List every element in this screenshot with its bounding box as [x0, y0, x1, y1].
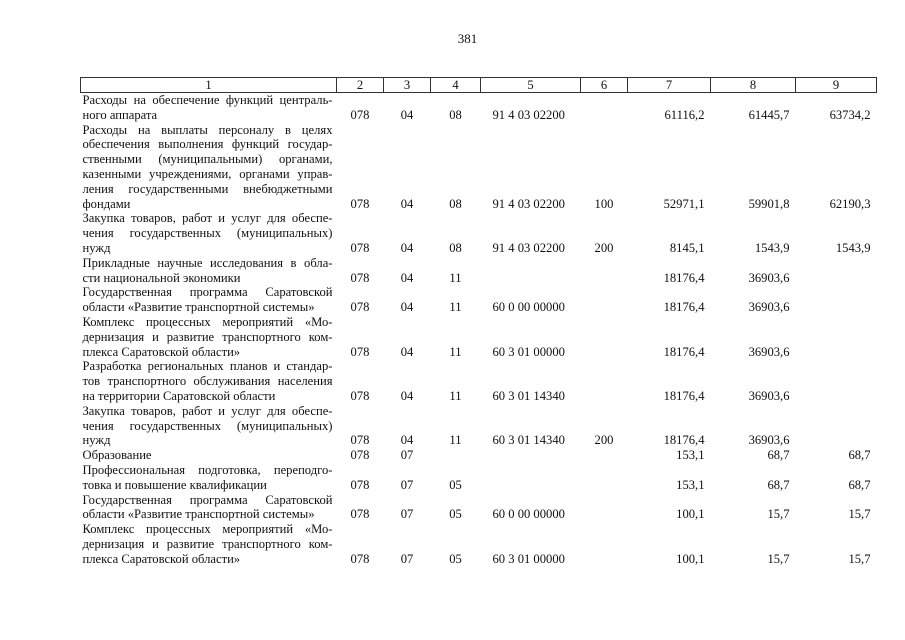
cell-col-5: 60 3 01 14340: [492, 433, 565, 448]
cell-col-9: [796, 285, 877, 315]
cell-col-7: 153,1: [676, 477, 705, 492]
description-line: чения государственных (муниципальных): [82, 226, 333, 241]
table-row: [81, 463, 877, 493]
row-description: [81, 93, 337, 123]
description-line: обеспечения выполнения функций государ-: [82, 137, 333, 152]
cell-col-5: 60 3 01 00000: [492, 344, 565, 359]
description-line: чения государственных (муниципальных): [82, 418, 333, 433]
cell-col-5: 60 0 00 00000: [492, 300, 565, 315]
cell-col-8: 36903,6: [748, 270, 790, 285]
table-header-row: [81, 78, 877, 93]
description-line: Расходы на выплаты персоналу в целях: [82, 122, 333, 137]
cell-col-8: 36903,6: [748, 300, 790, 315]
table-row: [81, 211, 877, 255]
column-header-4: 4: [431, 78, 481, 93]
cell-col-6: [581, 359, 628, 403]
column-header-7: 7: [628, 78, 711, 93]
cell-col-6: 100: [594, 196, 614, 211]
table-row: [81, 493, 877, 523]
cell-col-6: [581, 463, 628, 493]
cell-col-4: [431, 448, 481, 463]
table-row: [81, 256, 877, 286]
column-header-1: 1: [81, 78, 337, 93]
cell-col-9: [796, 315, 877, 359]
budget-table: [80, 77, 877, 567]
cell-col-9: 15,7: [848, 551, 871, 566]
cell-col-2: 078: [350, 551, 370, 566]
description-line: товка и повышение квалификации: [82, 477, 267, 492]
cell-col-9: 1543,9: [835, 240, 871, 255]
column-header-9: 9: [796, 78, 877, 93]
cell-col-3: 07: [400, 551, 414, 566]
cell-col-7: 100,1: [676, 551, 705, 566]
cell-col-6: [581, 285, 628, 315]
column-header-5: 5: [481, 78, 581, 93]
cell-col-4: 08: [449, 107, 462, 122]
description-line: Комплекс процессных мероприятий «Мо-: [82, 522, 333, 537]
table-row: [81, 359, 877, 403]
cell-col-4: 11: [449, 270, 462, 285]
cell-col-4: 11: [449, 344, 462, 359]
cell-col-9: 62190,3: [829, 196, 871, 211]
table-row: [81, 123, 877, 212]
cell-col-7: 100,1: [676, 507, 705, 522]
table-row: [81, 404, 877, 448]
cell-col-8: 61445,7: [748, 107, 790, 122]
description-line: ственными (муниципальными) органами,: [82, 152, 333, 167]
row-description: [81, 404, 337, 448]
cell-col-8: 59901,8: [748, 196, 790, 211]
cell-col-4: 05: [449, 507, 462, 522]
table-row: [81, 285, 877, 315]
cell-col-5: [481, 448, 581, 463]
description-line: нужд: [82, 433, 111, 448]
row-description: [81, 448, 337, 463]
cell-col-3: 04: [400, 433, 414, 448]
description-line: фондами: [82, 196, 131, 211]
cell-col-5: [481, 256, 581, 286]
cell-col-3: 04: [400, 240, 414, 255]
description-line: казенными учреждениями, органами управ-: [82, 166, 333, 181]
cell-col-4: 08: [449, 240, 462, 255]
cell-col-3: 04: [400, 107, 414, 122]
cell-col-4: 08: [449, 196, 462, 211]
cell-col-8: 1543,9: [754, 240, 790, 255]
cell-col-5: [481, 463, 581, 493]
cell-col-6: [581, 315, 628, 359]
cell-col-2: 078: [350, 448, 370, 463]
cell-col-2: 078: [350, 270, 370, 285]
description-line: Разработка региональных планов и стандар-: [82, 359, 333, 374]
cell-col-8: 36903,6: [748, 344, 790, 359]
cell-col-4: 11: [449, 388, 462, 403]
description-line: области «Развитие транспортной системы»: [82, 300, 315, 315]
cell-col-8: 15,7: [767, 507, 790, 522]
cell-col-5: 91 4 03 02200: [492, 240, 565, 255]
description-line: ного аппарата: [82, 107, 158, 122]
cell-col-6: [581, 493, 628, 523]
cell-col-4: 05: [449, 551, 462, 566]
row-description: [81, 522, 337, 566]
cell-col-7: 52971,1: [663, 196, 705, 211]
column-header-3: 3: [384, 78, 431, 93]
cell-col-4: 05: [449, 477, 462, 492]
cell-col-9: 63734,2: [829, 107, 871, 122]
cell-col-9: [796, 404, 877, 448]
cell-col-5: 60 0 00 00000: [492, 507, 565, 522]
description-line: Расходы на обеспечение функций централь-: [82, 93, 333, 107]
cell-col-9: 68,7: [848, 477, 871, 492]
cell-col-2: 078: [350, 196, 370, 211]
cell-col-7: 18176,4: [663, 270, 705, 285]
description-line: Профессиональная подготовка, переподго-: [82, 462, 333, 477]
cell-col-2: 078: [350, 507, 370, 522]
cell-col-2: 078: [350, 388, 370, 403]
cell-col-3: 07: [400, 507, 414, 522]
description-line: Закупка товаров, работ и услуг для обеспе-: [82, 211, 333, 226]
cell-col-2: 078: [350, 344, 370, 359]
description-line: тов транспортного обслуживания населения: [82, 374, 333, 389]
description-line: плекса Саратовской области»: [82, 551, 241, 566]
description-line: Государственная программа Саратовской: [82, 285, 333, 300]
cell-col-7: 61116,2: [664, 107, 705, 122]
row-description: [81, 493, 337, 523]
table-row: [81, 522, 877, 566]
row-description: [81, 463, 337, 493]
row-description: [81, 211, 337, 255]
column-header-8: 8: [711, 78, 796, 93]
description-line: дернизация и развитие транспортного ком-: [82, 536, 333, 551]
row-description: [81, 285, 337, 315]
cell-col-6: [581, 448, 628, 463]
row-description: [81, 315, 337, 359]
table-body: [81, 93, 877, 567]
description-line: нужд: [82, 240, 111, 255]
cell-col-7: 18176,4: [663, 388, 705, 403]
cell-col-5: 91 4 03 02200: [492, 196, 565, 211]
row-description: [81, 256, 337, 286]
description-line: ления государственными внебюджетными: [82, 181, 333, 196]
cell-col-3: 04: [400, 344, 414, 359]
cell-col-3: 04: [400, 388, 414, 403]
cell-col-6: 200: [594, 240, 614, 255]
column-header-2: 2: [337, 78, 384, 93]
cell-col-3: 04: [400, 300, 414, 315]
cell-col-2: 078: [350, 477, 370, 492]
cell-col-8: 68,7: [767, 448, 790, 463]
cell-col-3: 07: [400, 477, 414, 492]
cell-col-8: 36903,6: [748, 433, 790, 448]
cell-col-7: 8145,1: [669, 240, 705, 255]
cell-col-6: [581, 256, 628, 286]
cell-col-6: [581, 93, 628, 123]
description-line: Государственная программа Саратовской: [82, 492, 333, 507]
description-line: Закупка товаров, работ и услуг для обеспе-: [82, 403, 333, 418]
cell-col-7: 18176,4: [663, 344, 705, 359]
cell-col-7: 18176,4: [663, 300, 705, 315]
row-description: [81, 359, 337, 403]
cell-col-2: 078: [350, 107, 370, 122]
cell-col-9: 68,7: [848, 448, 871, 463]
table-row: [81, 315, 877, 359]
description-line: дернизация и развитие транспортного ком-: [82, 329, 333, 344]
cell-col-5: 60 3 01 14340: [492, 388, 565, 403]
row-description: [81, 123, 337, 212]
cell-col-8: 68,7: [767, 477, 790, 492]
cell-col-4: 11: [449, 433, 462, 448]
description-line: Комплекс процессных мероприятий «Мо-: [82, 314, 333, 329]
cell-col-3: 07: [400, 448, 414, 463]
description-line: сти национальной экономики: [82, 270, 241, 285]
cell-col-8: 36903,6: [748, 388, 790, 403]
description-line: плекса Саратовской области»: [82, 344, 241, 359]
cell-col-6: 200: [594, 433, 614, 448]
cell-col-9: [796, 256, 877, 286]
page-number: 381: [457, 31, 478, 46]
cell-col-2: 078: [350, 300, 370, 315]
cell-col-6: [581, 522, 628, 566]
cell-col-7: 153,1: [676, 448, 705, 463]
description-line: области «Развитие транспортной системы»: [82, 507, 315, 522]
cell-col-7: 18176,4: [663, 433, 705, 448]
cell-col-4: 11: [449, 300, 462, 315]
cell-col-3: 04: [400, 196, 414, 211]
description-line: Прикладные научные исследования в обла-: [82, 255, 333, 270]
cell-col-9: [796, 359, 877, 403]
cell-col-3: 04: [400, 270, 414, 285]
cell-col-2: 078: [350, 240, 370, 255]
cell-col-9: 15,7: [848, 507, 871, 522]
table-row: [81, 93, 877, 123]
table-row: [81, 448, 877, 463]
column-header-6: 6: [581, 78, 628, 93]
cell-col-5: 60 3 01 00000: [492, 551, 565, 566]
cell-col-5: 91 4 03 02200: [492, 107, 565, 122]
description-line: Образование: [82, 448, 152, 463]
cell-col-2: 078: [350, 433, 370, 448]
cell-col-8: 15,7: [767, 551, 790, 566]
description-line: на территории Саратовской области: [82, 388, 276, 403]
